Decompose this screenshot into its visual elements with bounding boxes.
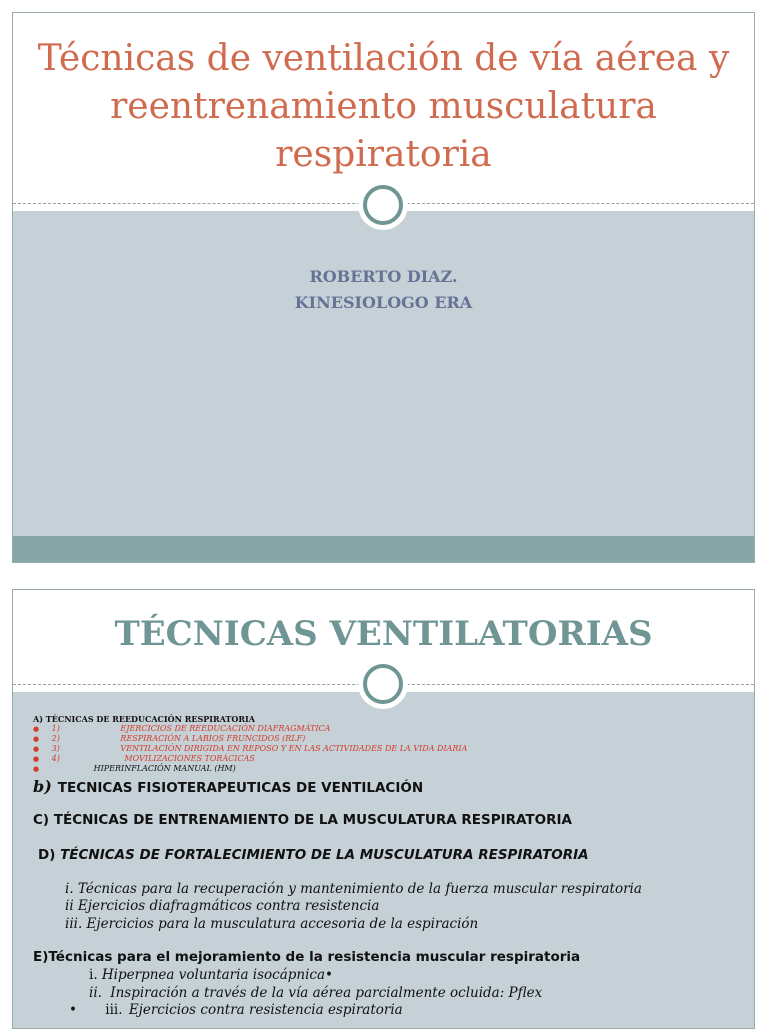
slide-1 [12,12,755,563]
section-d-item: ii Ejercicios diafragmáticos contra resistencia [65,898,380,914]
section-c: C) TÉCNICAS DE ENTRENAMIENTO DE LA MUSCULATURA RESPIRATORIA [33,812,572,828]
section-e-item: • iii. Ejercicios contra resistencia espiratoria [69,1002,403,1018]
section-b: b) TECNICAS FISIOTERAPEUTICAS DE VENTILACIÓN [33,777,424,796]
section-d-item: iii. Ejercicios para la musculatura accesoria de la espiración [65,916,479,932]
section-e-item: i. Hiperpnea voluntaria isocápnica• [89,967,334,983]
list-item: ● HIPERINFLACIÓN MANUAL (HM) [33,764,236,773]
slide-2 [12,589,755,1029]
list-item: ● 3) VENTILACIÓN DIRIGIDA EN REPOSO Y EN LAS ACTIVIDADES DE LA VIDA DIARIA [33,744,468,753]
slide-2-title: TÉCNICAS VENTILATORIAS [114,614,653,654]
bullet-icon: ● [33,745,40,753]
list-item: ● 1) EJERCICIOS DE REEDUCACIÓN DIAFRAGMÁTICA [33,724,331,733]
circle-ornament-icon [363,664,403,704]
section-a-heading: A) TÉCNICAS DE REEDUCACIÓN RESPIRATORIA [33,714,255,724]
footer-bar [13,536,754,562]
bullet-icon: ● [33,735,40,743]
section-e: E)Técnicas para el mejoramiento de la resistencia muscular respiratoria [33,949,581,965]
section-d: D) TÉCNICAS DE FORTALECIMIENTO DE LA MUSCULATURA RESPIRATORIA [38,847,589,863]
section-d-item: i. Técnicas para la recuperación y mantenimiento de la fuerza muscular respiratoria [65,881,642,897]
circle-ornament-icon [363,185,403,225]
author-name: ROBERTO DIAZ. [309,267,458,286]
bullet-icon: ● [33,755,40,763]
bullet-icon: ● [33,725,40,733]
list-item: ● 2) RESPIRACIÓN A LABIOS FRUNCIDOS (RLF) [33,734,306,743]
section-e-item: ii. Inspiración a través de la vía aérea parcialmente ocluida: Pflex [89,985,543,1001]
author-role: KINESIOLOGO ERA [294,293,473,312]
list-item: ● 4) MOVILIZACIONES TORÁCICAS [33,754,255,763]
bullet-icon: ● [33,765,40,773]
slide-1-title: Técnicas de ventilación de vía aérea y reentrenamiento musculatura respiratoria [37,38,730,175]
bullet-icon: • [69,1002,77,1018]
slide-1-title-area [13,13,754,211]
